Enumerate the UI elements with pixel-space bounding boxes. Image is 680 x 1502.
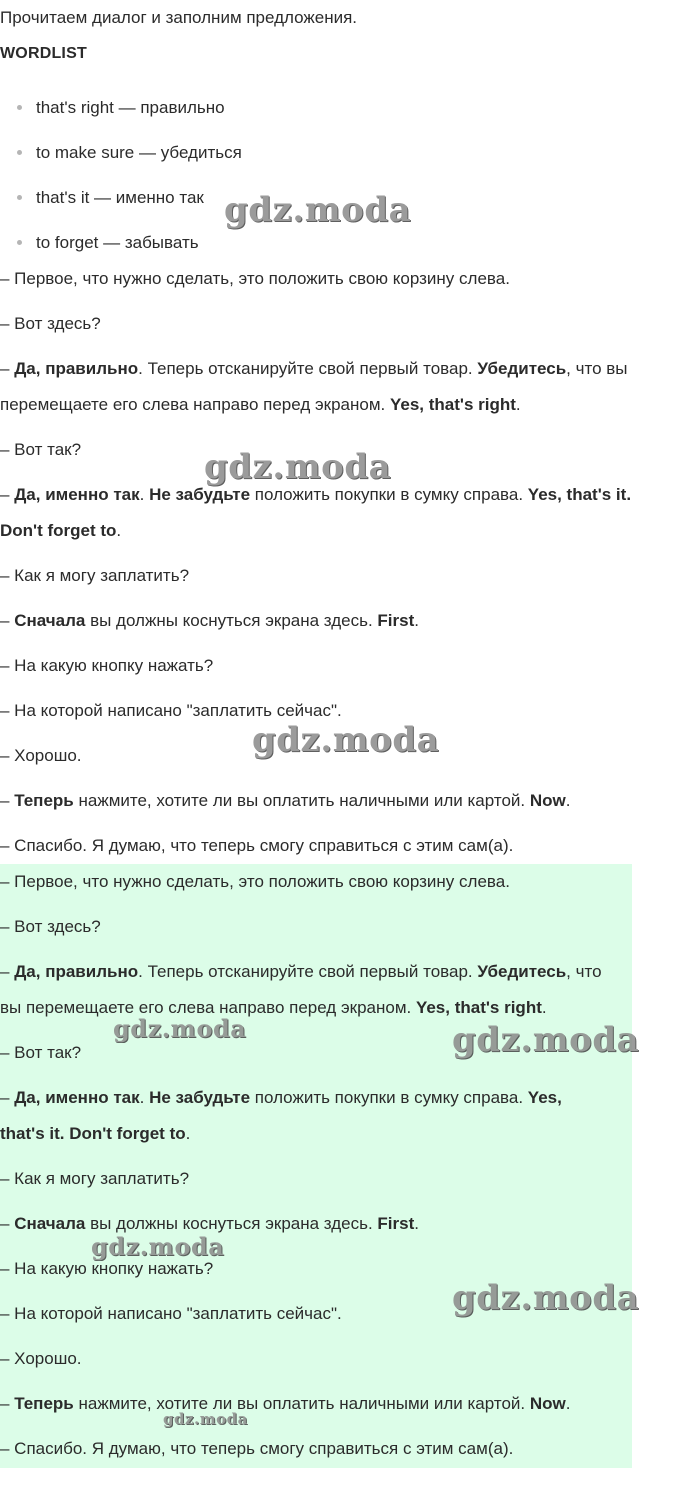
watermark: gdz.moda [91,1232,225,1261]
dialog-line: – Как я могу заплатить? [0,566,190,585]
watermark: gdz.moda [224,190,412,230]
answer-line: – Как я могу заплатить? [0,1169,190,1188]
dialog-line: – Теперь нажмите, хотите ли вы оплатить наличными или картой. Now. [0,791,571,810]
watermark: gdz.moda [113,1014,247,1043]
watermark: gdz.moda [452,1020,640,1060]
answer-line: – Вот так? [0,1043,82,1062]
answer-line: – На которой написано "заплатить сейчас". [0,1304,342,1323]
dialog-line: – Сначала вы должны коснуться экрана здесь. First. [0,611,419,630]
answer-line: вы перемещаете его слева направо перед экраном. Yes, that's right. [0,998,547,1017]
dialog-line: перемещаете его слева направо перед экраном. Yes, that's right. [0,395,521,414]
dialog-line: – Спасибо. Я думаю, что теперь смогу справиться с этим сам(а). [0,836,514,855]
dialog-line: – Да, именно так. Не забудьте положить покупки в сумку справа. Yes, that's it. [0,485,632,504]
bullet-dot [17,150,22,155]
dialog-line: – Да, правильно. Теперь отсканируйте свой первый товар. Убедитесь, что вы [0,359,628,378]
answer-line: – Хорошо. [0,1349,82,1368]
answer-line: – Сначала вы должны коснуться экрана здесь. First. [0,1214,419,1233]
answer-line: – Да, именно так. Не забудьте положить покупки в сумку справа. Yes, [0,1088,562,1107]
dialog-line: – Первое, что нужно сделать, это положить свою корзину слева. [0,269,510,288]
watermark: gdz.moda [252,720,440,760]
wordlist-heading: WORDLIST [0,45,87,62]
watermark: gdz.moda [204,447,392,487]
dialog-line: – Хорошо. [0,746,82,765]
dialog-line: – Вот так? [0,440,82,459]
bullet-dot [17,105,22,110]
wordlist-item: to make sure — убедиться [36,143,242,162]
answer-highlight [0,864,632,1468]
dialog-line: – На которой написано "заплатить сейчас". [0,701,342,720]
bullet-dot [17,240,22,245]
watermark: gdz.moda [163,1410,248,1428]
wordlist-item: that's right — правильно [36,98,225,117]
watermark: gdz.moda [452,1278,640,1318]
answer-line: – Первое, что нужно сделать, это положить свою корзину слева. [0,872,510,891]
wordlist-item: that's it — именно так [36,188,204,207]
answer-line: – Спасибо. Я думаю, что теперь смогу справиться с этим сам(а). [0,1439,514,1458]
answer-line: – Теперь нажмите, хотите ли вы оплатить наличными или картой. Now. [0,1394,571,1413]
dialog-line: – Вот здесь? [0,314,101,333]
wordlist-item: to forget — забывать [36,233,199,252]
dialog-line: Don't forget to. [0,521,122,540]
answer-line: – Вот здесь? [0,917,101,936]
intro-text: Прочитаем диалог и заполним предложения. [0,8,358,27]
answer-line: that's it. Don't forget to. [0,1124,191,1143]
answer-line: – На какую кнопку нажать? [0,1259,214,1278]
bullet-dot [17,195,22,200]
answer-line: – Да, правильно. Теперь отсканируйте свой первый товар. Убедитесь, что [0,962,602,981]
dialog-line: – На какую кнопку нажать? [0,656,214,675]
